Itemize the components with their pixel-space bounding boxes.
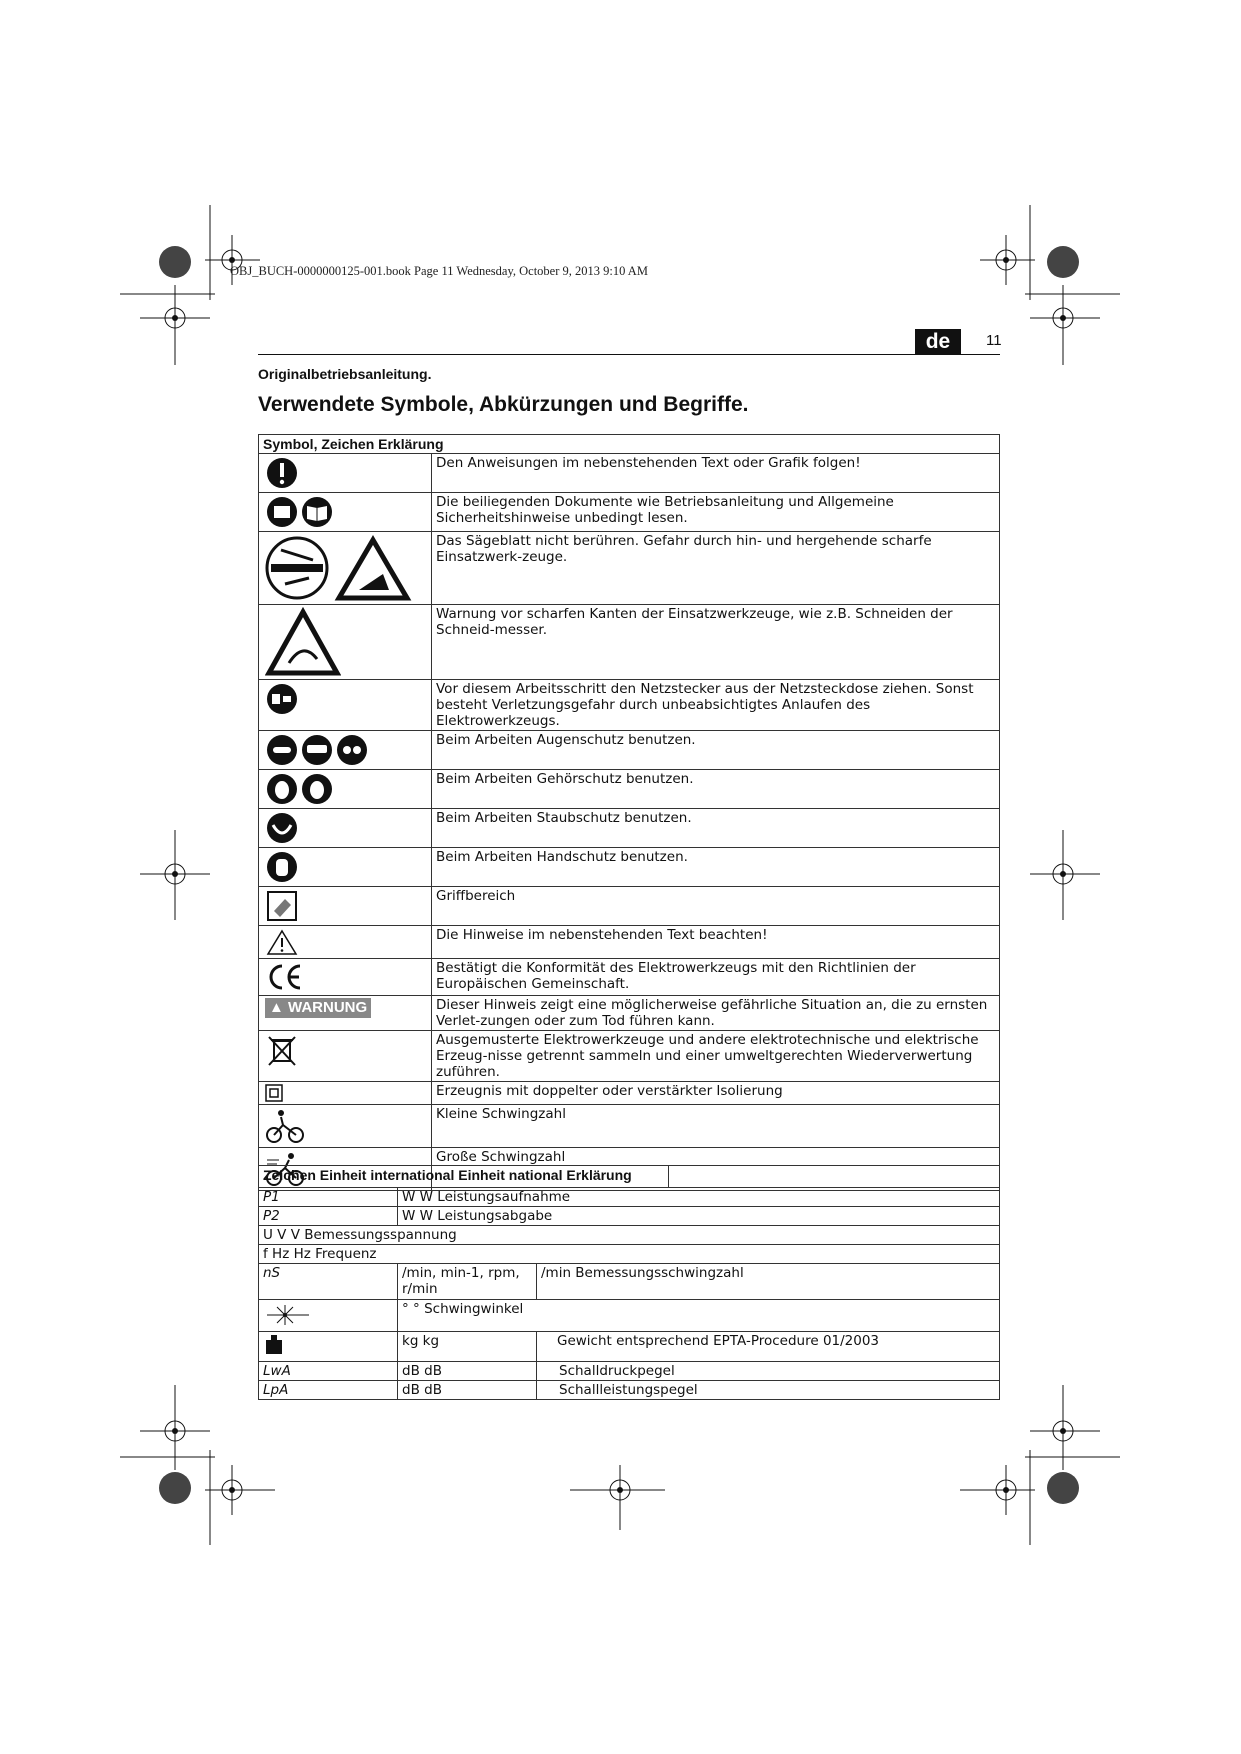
- symbol-description: Das Sägeblatt nicht berühren. Gefahr durch hin- und hergehende scharfe Einsatzwerk-zeuge.: [432, 532, 1000, 605]
- symbol-description: Den Anweisungen im nebenstehenden Text oder Grafik folgen!: [432, 454, 1000, 493]
- symbol-description: Bestätigt die Konformität des Elektrowerkzeugs mit den Richtlinien der Europäischen Gemeinschaft.: [432, 959, 1000, 996]
- unit-symbol: P2: [259, 1207, 398, 1226]
- unit-cell: W W Leistungsaufnahme: [398, 1188, 1000, 1207]
- unit-cell: f Hz Hz Frequenz: [259, 1245, 1000, 1264]
- symbol-description: Beim Arbeiten Gehörschutz benutzen.: [432, 770, 1000, 809]
- units-table-header: Zeichen Einheit international Einheit national Erklärung: [259, 1166, 669, 1188]
- language-badge: de: [915, 329, 961, 354]
- slow-bike-icon: [265, 1107, 305, 1145]
- unplug-icon: [265, 682, 299, 716]
- unit-cell: /min Bemessungsschwingzahl: [537, 1264, 1000, 1300]
- unit-symbol: LwA: [259, 1362, 398, 1381]
- dust-protection-icon: [265, 811, 299, 845]
- warning-label-text: WARNUNG: [288, 999, 368, 1016]
- unit-cell: Schallleistungspegel: [537, 1381, 1000, 1400]
- double-insulation-icon: [265, 1084, 283, 1102]
- symbol-description: Die Hinweise im nebenstehenden Text beachten!: [432, 926, 1000, 959]
- symbol-description: Griffbereich: [432, 887, 1000, 926]
- unit-cell: dB dB: [398, 1381, 537, 1400]
- symbols-table-header: Symbol, Zeichen Erklärung: [259, 435, 1000, 454]
- symbol-description: Erzeugnis mit doppelter oder verstärkter Isolierung: [432, 1082, 1000, 1105]
- page-title: Verwendete Symbole, Abkürzungen und Begriffe.: [258, 393, 749, 416]
- doc-subtitle: Originalbetriebsanleitung.: [258, 366, 432, 382]
- symbol-description: Die beiliegenden Dokumente wie Betriebsanleitung und Allgemeine Sicherheitshinweise unbedingt lesen.: [432, 493, 1000, 532]
- unit-cell: kg kg: [398, 1332, 537, 1362]
- warning-label-icon: ▲ WARNUNG: [265, 998, 371, 1018]
- eye-protection-icon: [265, 733, 369, 767]
- unit-cell: W W Leistungsabgabe: [398, 1207, 1000, 1226]
- symbol-description: Beim Arbeiten Handschutz benutzen.: [432, 848, 1000, 887]
- unit-cell: Gewicht entsprechend EPTA-Procedure 01/2003: [537, 1332, 1000, 1362]
- unit-cell: U V V Bemessungsspannung: [259, 1226, 1000, 1245]
- unit-cell: /min, min-1, rpm, r/min: [398, 1264, 537, 1300]
- unit-symbol: P1: [259, 1188, 398, 1207]
- hearing-protection-icon: [265, 772, 335, 806]
- symbol-description: Ausgemusterte Elektrowerkzeuge und andere elektrotechnische und elektrische Erzeug-nisse getrennt sammeln und einer umweltgerechten Wiederverwertung zuführen.: [432, 1031, 1000, 1082]
- sharp-edges-warning-icon: [265, 607, 341, 677]
- units-table: [258, 1165, 1000, 1400]
- page-number: 11: [986, 332, 1002, 349]
- unit-symbol: nS: [259, 1264, 398, 1300]
- unit-cell: dB dB: [398, 1362, 537, 1381]
- read-manual-icon: [265, 495, 335, 529]
- symbol-description: Kleine Schwingzahl: [432, 1105, 1000, 1148]
- gloves-icon: [265, 850, 299, 884]
- caution-triangle-icon: [265, 928, 299, 956]
- weight-icon: [263, 1333, 285, 1355]
- unit-cell: Schalldruckpegel: [537, 1362, 1000, 1381]
- symbol-description: Warnung vor scharfen Kanten der Einsatzwerkzeuge, wie z.B. Schneiden der Schneid-messer.: [432, 605, 1000, 680]
- oscillation-angle-icon: [263, 1301, 313, 1327]
- ce-mark-icon: [265, 961, 305, 993]
- weee-bin-icon: [265, 1033, 299, 1067]
- symbol-description: Beim Arbeiten Augenschutz benutzen.: [432, 731, 1000, 770]
- header-rule: [258, 354, 1000, 355]
- saw-blade-warning-icon: [265, 534, 415, 602]
- grip-area-icon: [265, 889, 299, 923]
- unit-cell: ° ° Schwingwinkel: [398, 1300, 1000, 1332]
- unit-symbol: LpA: [259, 1381, 398, 1400]
- mandatory-action-icon: [265, 456, 299, 490]
- symbol-description: Dieser Hinweis zeigt eine möglicherweise gefährliche Situation an, die zu ernsten Verlet-zungen oder zum Tod führen kann.: [432, 996, 1000, 1031]
- symbol-description: Große Schwingzahl: [432, 1148, 1000, 1191]
- symbol-description: Beim Arbeiten Staubschutz benutzen.: [432, 809, 1000, 848]
- symbols-table: [258, 434, 1000, 1191]
- file-info: OBJ_BUCH-0000000125-001.book Page 11 Wednesday, October 9, 2013 9:10 AM: [230, 264, 648, 278]
- symbol-description: Vor diesem Arbeitsschritt den Netzstecker aus der Netzsteckdose ziehen. Sonst besteht Verletzungsgefahr durch unbeabsichtigtes Anlaufen des Elektrowerkzeugs.: [432, 680, 1000, 731]
